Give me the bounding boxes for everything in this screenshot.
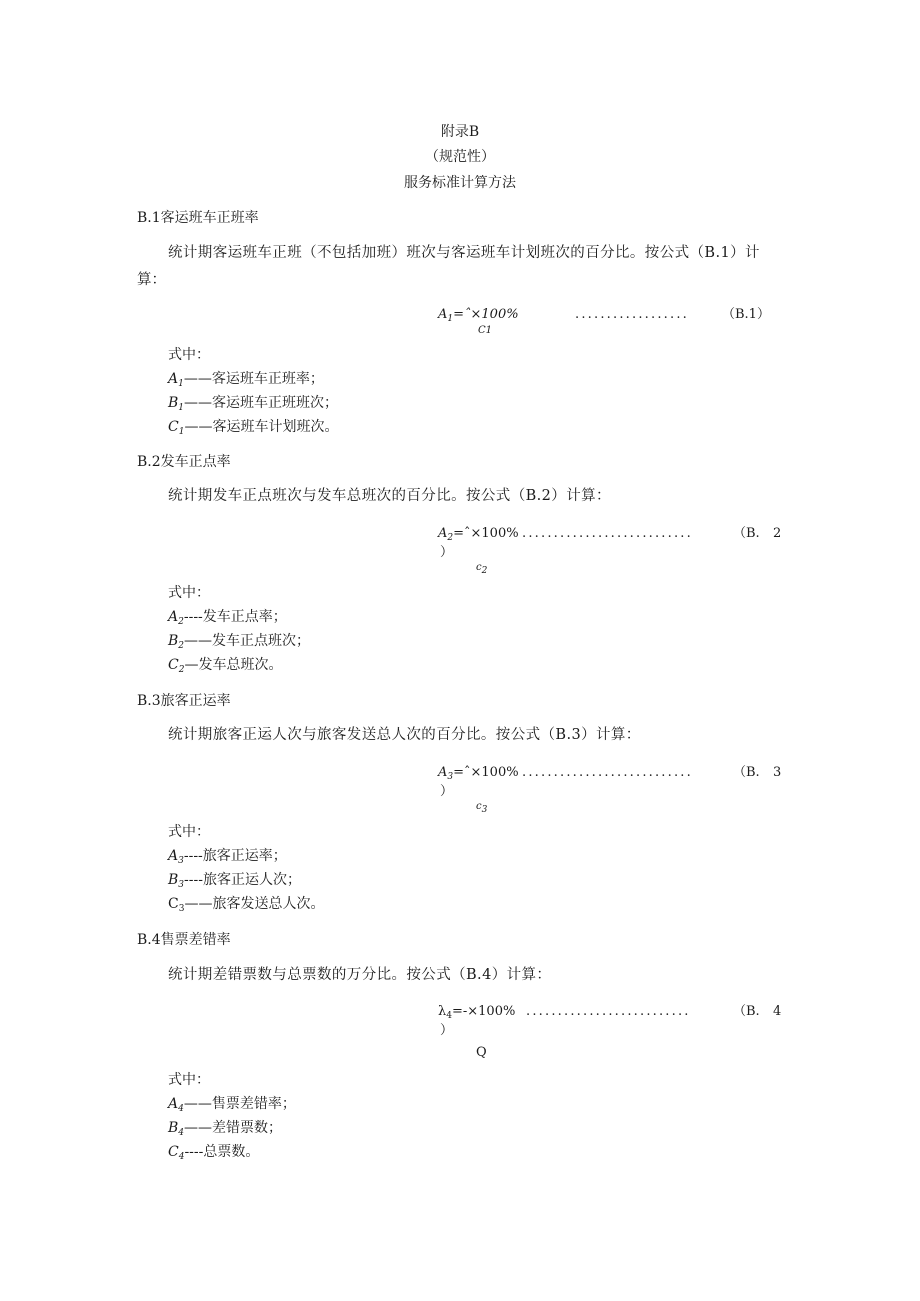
- definition-item: $C_4----$总票数。: [168, 1144, 260, 1162]
- formula-denominator-b1: C1: [478, 325, 493, 336]
- section-heading-b3: B.3旅客正运率: [137, 693, 231, 709]
- where-label-b1: 式中：: [168, 347, 210, 363]
- formula-lhs-sub: 1: [447, 314, 454, 324]
- where-label-b3: 式中：: [168, 824, 210, 840]
- appendix-nature: （规范性）: [425, 149, 495, 165]
- definition-item: $B_3----$旅客正运人次；: [168, 872, 301, 890]
- equation-number-b4-close: ）: [440, 1023, 454, 1038]
- equation-number-b4: （B.: [733, 1004, 760, 1019]
- definition-item: $B_2——$发车正点班次；: [168, 633, 311, 651]
- formula-denominator-b4: Q: [476, 1045, 487, 1060]
- appendix-label: 附录B: [440, 124, 480, 140]
- formula-lhs: A: [438, 526, 448, 541]
- definition-item: $A_3----$旅客正运率；: [168, 848, 287, 866]
- formula-rhs: =ˆ×100%: [453, 526, 519, 541]
- formula-rhs: =-×100%: [451, 1004, 516, 1019]
- formula-denominator-b3: c3: [476, 801, 488, 815]
- formula-leader-dots-b1: ..................: [575, 307, 689, 322]
- formula-lhs-sub: 4: [446, 1011, 452, 1021]
- section-heading-b2: B.2发车正点率: [137, 454, 231, 470]
- formula-lhs: λ: [438, 1004, 447, 1019]
- equation-number-b2-close: ）: [440, 545, 454, 560]
- definition-item: $A_4——$售票差错率；: [168, 1096, 296, 1114]
- formula-leader-dots-b3: ...........................: [522, 765, 693, 780]
- definition-item: $B_4——$差错票数；: [168, 1120, 283, 1138]
- where-label-b2: 式中：: [168, 585, 210, 601]
- formula-rhs: =ˆ×100%: [453, 307, 519, 322]
- section-heading-b1: B.1客运班车正班率: [137, 210, 259, 226]
- equation-number-b1: （B.1）: [722, 307, 770, 322]
- formula-lhs-sub: 2: [447, 533, 454, 543]
- equation-number-b3: （B.: [733, 765, 760, 780]
- formula-lhs: A: [438, 307, 448, 322]
- equation-number-b4-digit: 4: [773, 1004, 782, 1019]
- where-label-b4: 式中：: [168, 1072, 210, 1088]
- section-paragraph-b1-line1: 统计期客运班车正班（不包括加班）班次与客运班车计划班次的百分比。按公式（B.1）计: [168, 245, 760, 261]
- section-paragraph-b1-line2: 算：: [137, 272, 166, 288]
- formula-leader-dots-b4: ..........................: [526, 1004, 691, 1019]
- section-paragraph-b4: 统计期差错票数与总票数的万分比。按公式（B.4）计算：: [168, 967, 552, 983]
- equation-number-b2: （B.: [733, 526, 760, 541]
- definition-item: $C_2—$发车总班次。: [168, 657, 283, 675]
- definition-item: $A_2----$发车正点率；: [168, 609, 287, 627]
- appendix-title: 服务标准计算方法: [404, 175, 516, 191]
- section-heading-b4: B.4售票差错率: [137, 932, 231, 948]
- formula-leader-dots-b2: ...........................: [522, 526, 693, 541]
- section-paragraph-b2: 统计期发车正点班次与发车总班次的百分比。按公式（B.2）计算：: [168, 488, 611, 504]
- formula-denominator-b2: c2: [476, 562, 488, 576]
- definition-item: $C_1——$客运班车计划班次。: [168, 419, 339, 437]
- equation-number-b2-digit: 2: [773, 526, 782, 541]
- definition-item: $A_1——$客运班车正班率；: [168, 371, 324, 389]
- formula-lhs: A: [438, 765, 448, 780]
- definition-item: $B_1——$客运班车正班班次；: [168, 395, 339, 413]
- equation-number-b3-digit: 3: [773, 765, 782, 780]
- section-paragraph-b3: 统计期旅客正运人次与旅客发送总人次的百分比。按公式（B.3）计算：: [168, 727, 641, 743]
- formula-lhs-sub: 3: [447, 772, 454, 782]
- formula-rhs: =ˆ×100%: [453, 765, 519, 780]
- equation-number-b3-close: ）: [440, 784, 454, 799]
- definition-item: $C_3——$旅客发送总人次。: [168, 896, 325, 914]
